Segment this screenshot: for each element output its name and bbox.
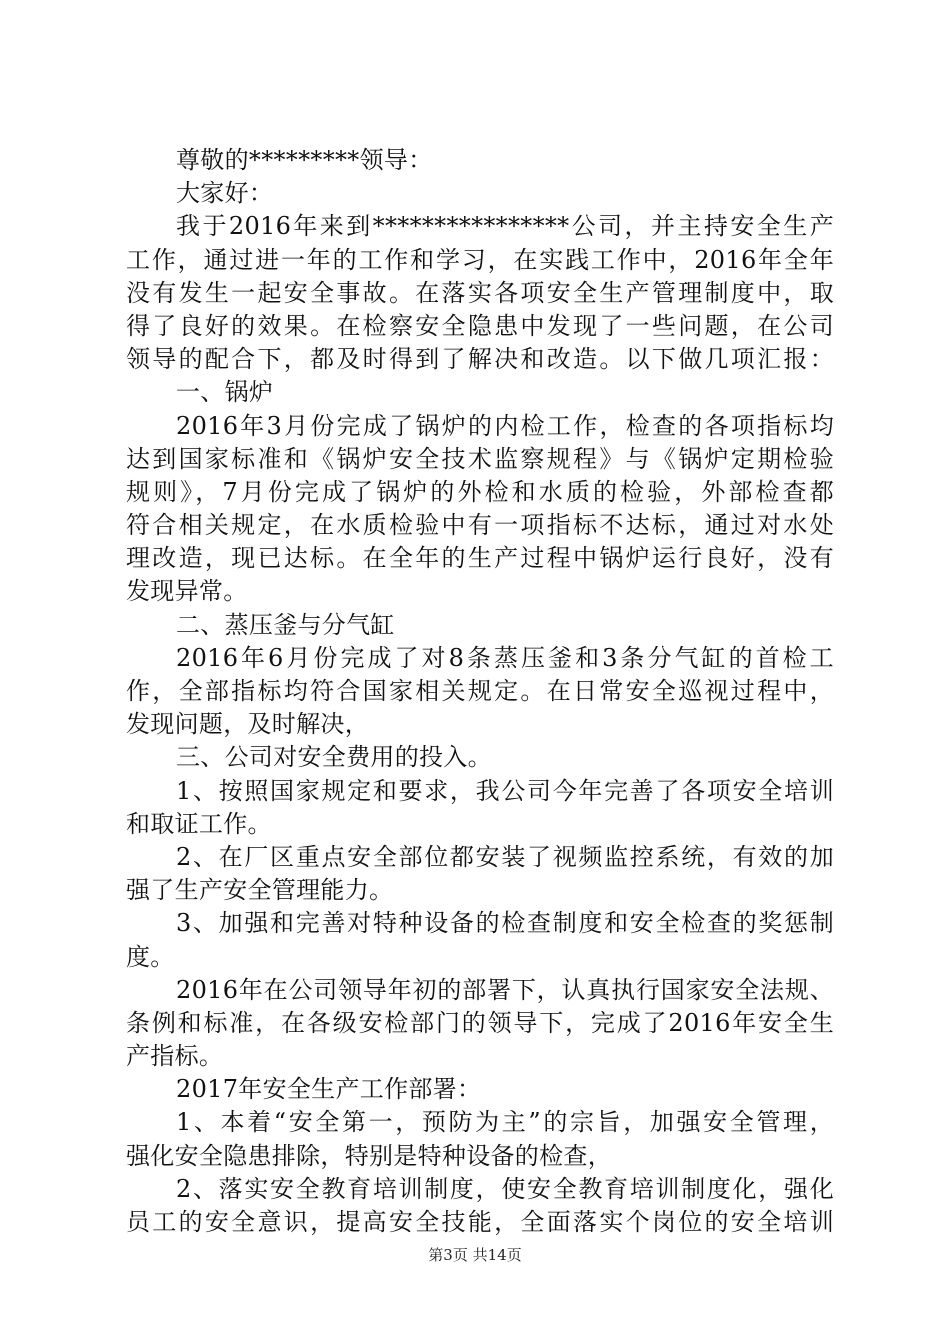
text-line: 作，全部指标均符合国家相关规定。在日常安全巡视过程中， <box>126 677 834 705</box>
page-footer: 第3页 共14页 <box>428 1246 522 1264</box>
text-line: 得了良好的效果。在检察安全隐患中发现了一些问题，在公司 <box>126 311 834 340</box>
text-line: 三、公司对安全费用的投入。 <box>176 743 492 772</box>
text-line: 理改造，现已达标。在全年的生产过程中锅炉运行良好，没有 <box>126 544 834 573</box>
text-line: 一、锅炉 <box>176 378 274 407</box>
text-line: 尊敬的*********领导： <box>176 146 433 174</box>
text-line: 产指标。 <box>126 1042 224 1071</box>
text-line: 2016年6月份完成了对8条蒸压釜和3条分气缸的首检工 <box>176 643 834 672</box>
text-line: 规则》，7月份完成了锅炉的外检和水质的检验，外部检查都 <box>126 477 834 506</box>
text-line: 工作，通过进一年的工作和学习，在实践工作中，2016年全年 <box>126 245 834 274</box>
document-body <box>126 144 834 1239</box>
text-line: 没有发生一起安全事故。在落实各项安全生产管理制度中，取 <box>126 278 834 307</box>
text-line: 条例和标准，在各级安检部门的领导下，完成了2016年安全生 <box>126 1008 834 1037</box>
text-line: 2、落实安全教育培训制度，使安全教育培训制度化，强化 <box>176 1174 834 1203</box>
text-line: 2016年在公司领导年初的部署下，认真执行国家安全法规、 <box>176 975 834 1004</box>
text-line: 发现问题，及时解决， <box>126 710 369 739</box>
text-line: 强了生产安全管理能力。 <box>126 876 394 905</box>
text-line: 2016年3月份完成了锅炉的内检工作，检查的各项指标均 <box>176 411 834 440</box>
text-line: 2、在厂区重点安全部位都安装了视频监控系统，有效的加 <box>176 842 834 871</box>
text-line: 发现异常。 <box>126 577 248 606</box>
text-line: 2017年安全生产工作部署： <box>176 1075 482 1104</box>
text-line: 符合相关规定，在水质检验中有一项指标不达标，通过对水处 <box>126 511 834 540</box>
text-line: 我于2016年来到****************公司，并主持安全生产 <box>176 212 834 241</box>
text-line: 领导的配合下，都及时得到了解决和改造。以下做几项汇报： <box>126 345 834 374</box>
text-line: 员工的安全意识，提高安全技能，全面落实个岗位的安全培训 <box>126 1208 834 1236</box>
text-line: 二、蒸压釜与分气缸 <box>176 610 395 639</box>
text-line: 达到国家标准和《锅炉安全技术监察规程》与《锅炉定期检验 <box>126 444 834 473</box>
text-line: 大家好： <box>176 179 274 208</box>
text-line: 强化安全隐患排除，特别是特种设备的检查， <box>126 1141 612 1170</box>
text-line: 1、按照国家规定和要求，我公司今年完善了各项安全培训 <box>176 776 834 805</box>
text-line: 度。 <box>126 942 175 971</box>
text-line: 1、本着“安全第一，预防为主”的宗旨，加强安全管理， <box>176 1108 834 1137</box>
text-line: 和取证工作。 <box>126 809 272 838</box>
text-line: 3、加强和完善对特种设备的检查制度和安全检查的奖惩制 <box>176 909 834 938</box>
